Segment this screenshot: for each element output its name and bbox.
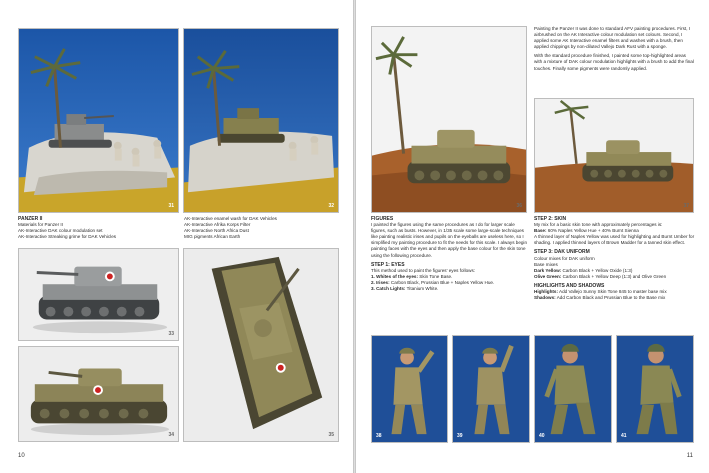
tank-photo-35	[183, 248, 339, 442]
diorama-photo-36	[371, 26, 527, 213]
base-label: Base:	[534, 228, 547, 234]
intro-text	[534, 26, 694, 75]
photo-number: 35	[328, 432, 334, 438]
photo-number: 36	[516, 203, 522, 209]
step1-heading: STEP 1: EYES	[371, 261, 405, 268]
caption-line: MIG pigments African Earth	[184, 234, 241, 240]
intro-paragraph-1: Painting the Panzer II was done to standard AFV painting procedures. First, I airbrushed on the AK Interactive colour modulation set colours. Second, I applied some AK Interactive enamel filters and washes with a brush, then applied chippings by non-diluted Vallejo Dark Rust with a sponge.	[534, 26, 691, 50]
page-folio-left: 10	[18, 453, 25, 459]
tank-photo-33	[18, 248, 179, 341]
photo-number: 33	[168, 331, 174, 337]
figure-photo-39	[452, 335, 530, 443]
dark-label: Dark Yellow:	[534, 267, 562, 273]
photo-number: 37	[683, 203, 689, 209]
intro-paragraph-2: With the standard procedure finished, I painted some top-highlighted areas with a mixture of DAK colour modulation highlights with a brush to add the final touches. Finally some pigments were randomly applied.	[534, 53, 694, 71]
photo-number: 41	[621, 433, 627, 439]
step1-intro: This method used to paint the figures' eyes follows:	[371, 267, 476, 273]
figures-text: I painted the figures using the same procedures as I do for larger scale figures, such as busts. However, in 1/35 scale some large-scale techniques like painting realistic irises and pupils on the eyeballs are useless here, so I simplified my painting procedure to fit the needs for this scale. I always begin painting faces with the eyes and then apply the base colour for the skin tone using the following procedure.	[371, 222, 528, 258]
step2-text: A thinned layer of Naples Yellow was used for highlighting and Burnt Umber for shading. I applied thinned layers of Brown Madder for a tanned skin effect.	[534, 234, 695, 246]
step1-item-3	[371, 286, 531, 292]
step3-olive	[534, 274, 696, 280]
item-label: 2. Irises:	[371, 279, 390, 285]
item-value: Skin Tone Base.	[417, 273, 453, 279]
caption-line: Materials for Panzer II	[18, 222, 63, 228]
right-page	[356, 0, 709, 473]
left-page	[0, 0, 353, 473]
step3-intro: Colour mixes for DAK uniform	[534, 255, 595, 261]
olive-value: Carbon Black + Yellow Deep (1:3) and Olive Green	[561, 273, 667, 279]
page-folio-right: 11	[686, 453, 693, 459]
figure-photo-40	[534, 335, 612, 443]
steps-section	[534, 216, 696, 301]
panzer-materials-caption	[18, 216, 178, 240]
photo-number: 40	[539, 433, 545, 439]
shadows-line	[534, 295, 696, 301]
panzer-heading: PANZER II	[18, 216, 43, 222]
dark-value: Carbon Black + Yellow Oxide (1:3)	[561, 267, 633, 273]
diorama-photo-31	[18, 28, 179, 213]
highlights-value: Add Vallejo Sunny Skin Tone 845 to master base mix	[558, 289, 667, 295]
highlights-label: Highlights:	[534, 289, 558, 295]
item-label: 3. Catch Lights:	[371, 286, 406, 292]
diorama-photo-32	[183, 28, 339, 213]
photo-number: 34	[168, 432, 174, 438]
olive-label: Olive Green:	[534, 273, 562, 279]
figure-photo-38	[371, 335, 448, 443]
figures-heading: FIGURES	[371, 216, 394, 222]
item-value: Titanium White.	[405, 286, 439, 292]
tank-photo-34	[18, 346, 179, 442]
photo-number: 31	[168, 203, 174, 209]
figures-section	[371, 216, 531, 292]
caption-line: AK-Interactive Afrika Korps Filter	[184, 222, 251, 228]
photo-number: 39	[457, 433, 463, 439]
shadows-label: Shadows:	[534, 295, 556, 301]
step3-sub: Base mixes	[534, 261, 558, 267]
caption-line: AK-Interactive enamel wash for DAK Vehicles	[184, 216, 277, 221]
step2-heading: STEP 2: SKIN	[534, 216, 567, 222]
item-value: Carbon Black, Prussian Blue + Naples Yellow Hue.	[389, 279, 495, 285]
caption-line: AK-Interactive Streaking grime for DAK Vehicles	[18, 234, 117, 240]
enamel-materials-caption	[184, 216, 340, 240]
base-value: 60% Naples Yellow Hue + 40% Burnt Sienna	[546, 228, 639, 234]
figure-photo-41	[616, 335, 694, 443]
step3-heading: STEP 3: DAK UNIFORM	[534, 249, 590, 256]
caption-line: AK-Interactive North Africa Dust	[184, 228, 249, 234]
shadows-value: Add Carbon Black and Prussian Blue to the Base mix	[555, 295, 666, 301]
photo-number: 38	[376, 433, 382, 439]
item-label: 1. Whites of the eyes:	[371, 273, 418, 279]
highlights-heading: HIGHLIGHTS AND SHADOWS	[534, 282, 605, 289]
caption-line: AK-Interactive DAK colour modulation set	[18, 228, 103, 234]
diorama-photo-37	[534, 98, 694, 213]
photo-number: 32	[328, 203, 334, 209]
step2-intro: My mix for a basic skin tone with approximately percentages is:	[534, 222, 663, 228]
